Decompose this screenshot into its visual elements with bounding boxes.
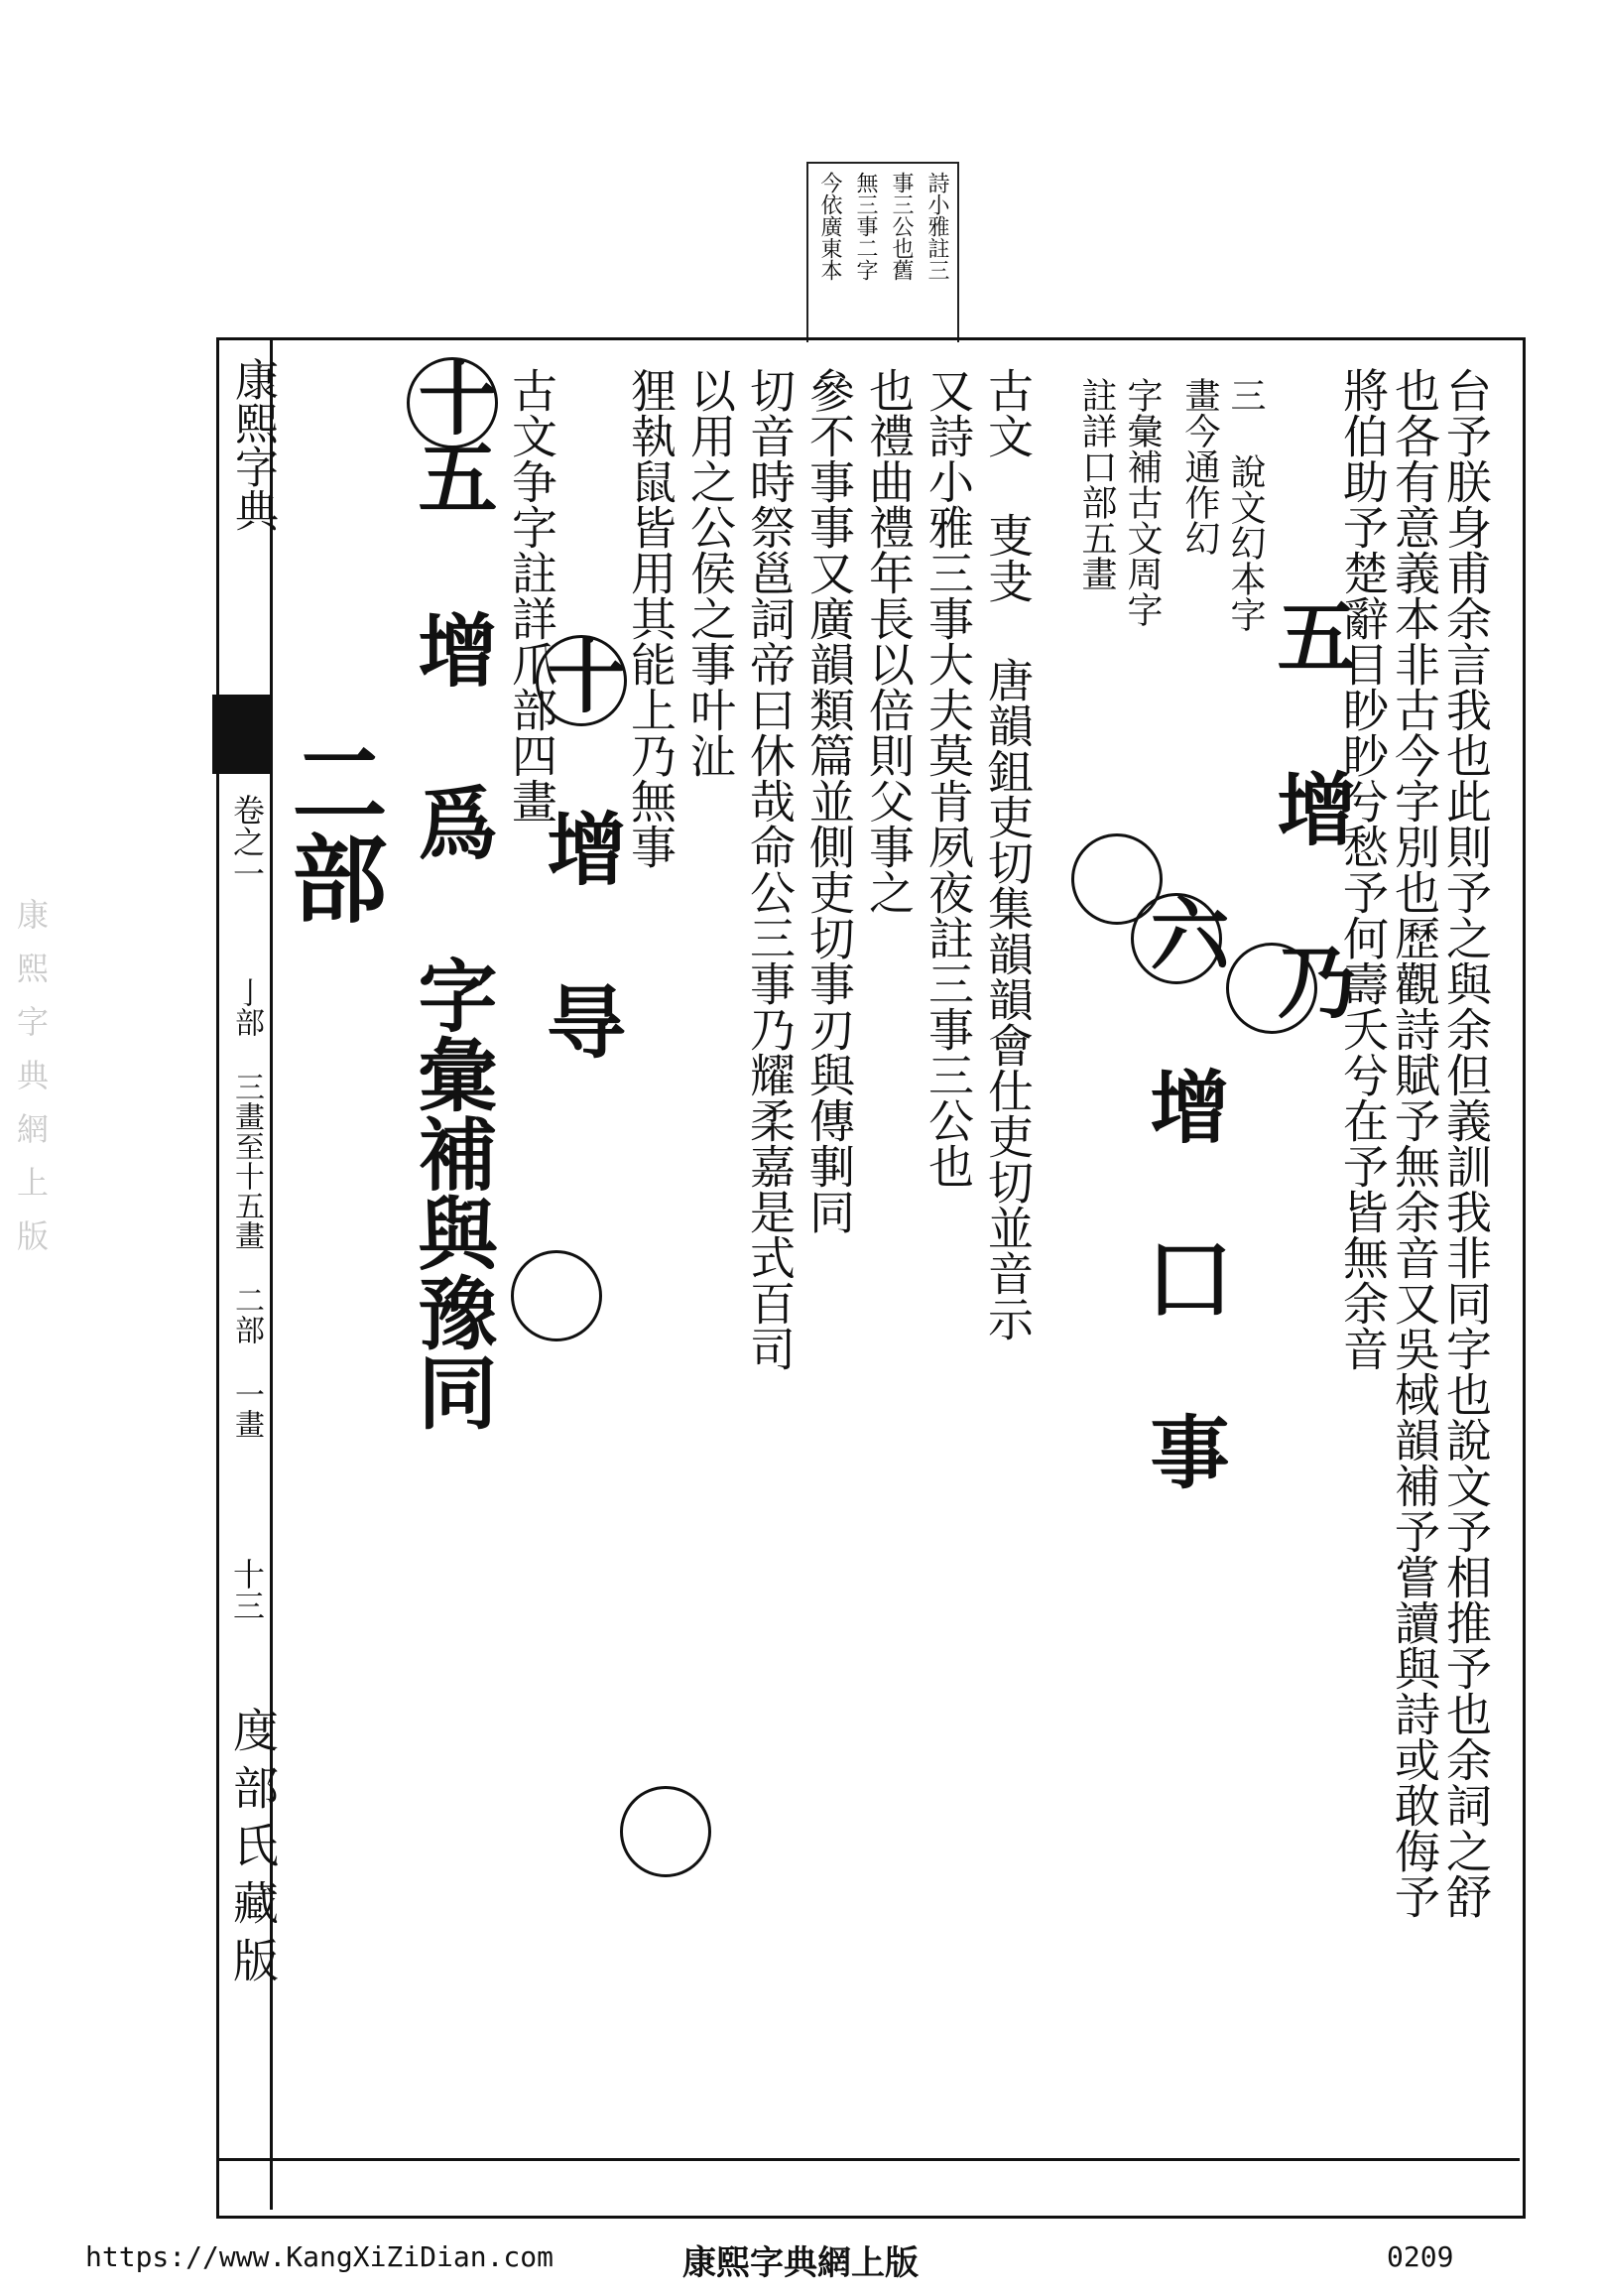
headword-column: 十五 增 爲 字彙補與豫同 (405, 357, 498, 1431)
top-note-line: 詩小雅註三 (924, 172, 949, 281)
text-column: 台予朕身甫余言我也此則予之與余但義訓我非同字也說文予相推予也余詞之舒 (1439, 367, 1493, 1919)
text-column: 以用之公侯之事叶沚 (683, 367, 737, 778)
circle-marker (407, 357, 498, 448)
circle-marker (1071, 833, 1163, 925)
fishtail-mark (212, 695, 270, 774)
headword-column: 十 增 㝵 (534, 635, 627, 1060)
circle-marker (620, 1786, 711, 1877)
circle-marker (536, 635, 627, 726)
page-number: 十三 (228, 1558, 266, 1621)
bottom-rule (216, 2158, 1520, 2161)
top-note-line: 無三事二字 (853, 172, 878, 281)
text-column: 又詩小雅三事大夫莫肯夙夜註三事三公也 (922, 367, 975, 1189)
text-column: 古文争字註詳爪部四畫 (505, 367, 558, 824)
circle-marker (511, 1250, 602, 1341)
circle-marker (1226, 943, 1317, 1034)
text-column: 註詳口部五畫 (1076, 377, 1117, 591)
book-title: 康熙字典 (227, 357, 278, 532)
volume-label: 卷之一 (228, 794, 266, 889)
top-note-line: 事三公也舊 (889, 172, 914, 281)
headword-column: 五 增 乃 (1264, 595, 1357, 1020)
section-heading: 二部 (277, 734, 389, 925)
publisher-label: 度部氏藏版 (226, 1707, 280, 1994)
text-column: 參不事事又廣韻類篇並側吏切事刃與傳剚同 (802, 367, 856, 1234)
headword-column: 六 增 囗 事 (1137, 893, 1230, 1490)
text-column: 也各有意義本非古今字別也歷觀詩賦予無余音又吳棫韻補予嘗讀與詩或敢侮予 (1388, 367, 1441, 1919)
text-column: 狸執鼠皆用其能上乃無事 (624, 367, 677, 869)
footer-url[interactable]: https://www.KangXiZiDian.com (85, 2240, 554, 2273)
top-note-line: 今依廣東本 (817, 172, 842, 281)
text-column: 字彙補古文周字 (1122, 377, 1163, 627)
footer-page-number: 0209 (1387, 2240, 1454, 2273)
footer-title: 康熙字典網上版 (682, 2243, 919, 2283)
text-column: 畫今通作幻 (1179, 377, 1220, 556)
watermark: 康熙字典網上版 (12, 898, 50, 1273)
section-label: 亅部 三畫至十五畫 二部 一畫 (229, 977, 264, 1439)
text-column: 切音時祭邕詞帝曰休哉命公三事乃耀柔嘉是式百司 (743, 367, 797, 1371)
text-column: 三 說文幻本字 (1225, 377, 1266, 632)
text-column: 也禮曲禮年長以倍則父事之 (862, 367, 916, 915)
text-column: 古文 叓叏 唐韻鉏吏切集韻韻會仕吏切並音示 (981, 367, 1035, 1341)
text-column: 將伯助予楚辭目眇眇兮愁予何壽夭兮在予皆無余音 (1336, 367, 1390, 1371)
top-note-box (806, 162, 959, 342)
